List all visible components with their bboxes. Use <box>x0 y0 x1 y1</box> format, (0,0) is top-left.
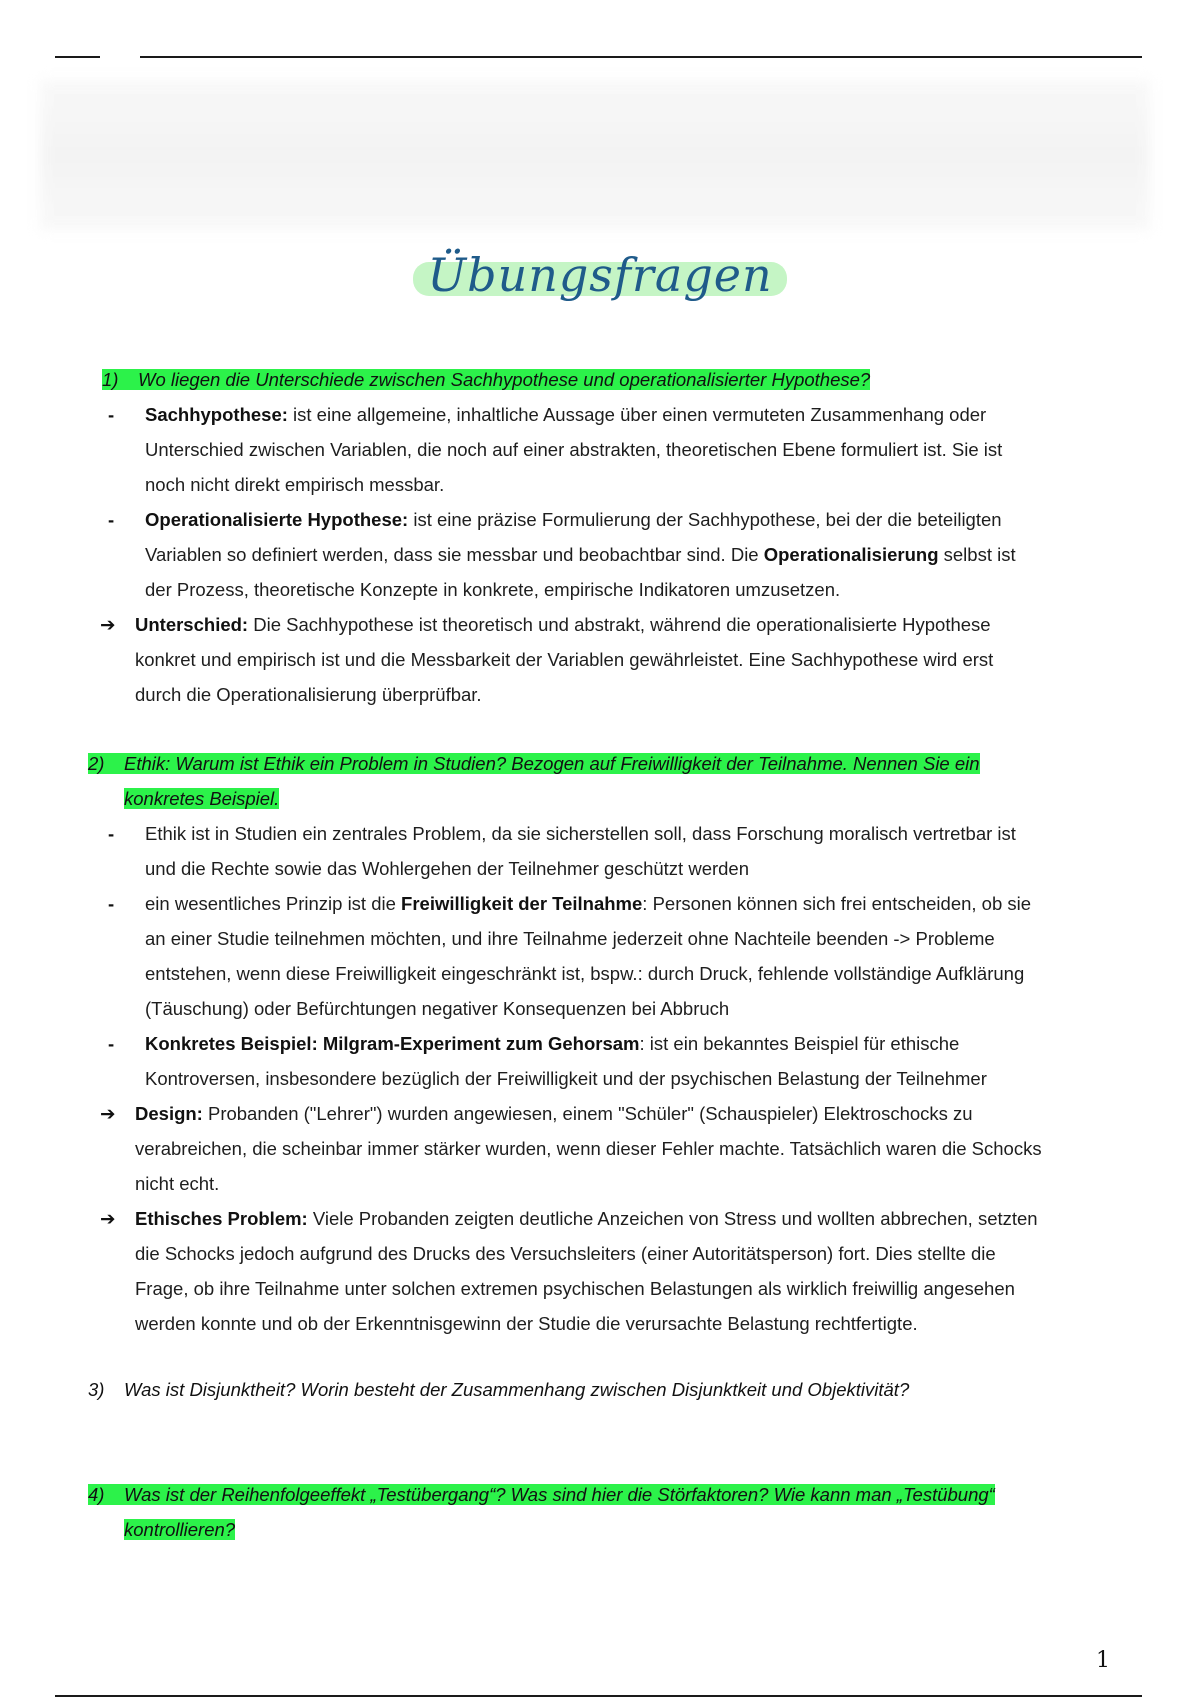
question-4 <box>88 1477 995 1547</box>
dash-marker: - <box>108 893 115 914</box>
question-4-highlight-1 <box>88 1484 995 1505</box>
question-1-highlight <box>102 369 870 390</box>
page-number: 1 <box>1096 1648 1110 1673</box>
question-2-line-1: Ethik: Warum ist Ethik ein Problem in Studien? Bezogen auf Freiwilligkeit der Teilnahme. Nennen Sie ein <box>124 753 980 774</box>
question-3-number: 3) <box>88 1379 105 1400</box>
dash-marker: - <box>108 404 115 425</box>
q1-b1-bold: Sachhypothese: <box>145 404 288 425</box>
arrow-icon: ➔ <box>100 1208 116 1229</box>
q1-a1-line-2: konkret und empirisch ist und die Messbarkeit der Variablen gewährleistet. Eine Sachhypothese wird erst <box>135 649 994 670</box>
q2-b3-line-1: : ist ein bekanntes Beispiel für ethische <box>639 1033 960 1054</box>
dash-marker: - <box>108 509 115 530</box>
question-2-highlight-1 <box>88 753 980 774</box>
top-rule-short <box>55 56 100 58</box>
q2-b3-bold: Konkretes Beispiel: Milgram-Experiment zum Gehorsam <box>145 1033 640 1054</box>
q1-b1-line-3: noch nicht direkt empirisch messbar. <box>145 474 445 495</box>
q1-bullet-1 <box>145 397 1002 502</box>
question-4-number: 4) <box>88 1484 105 1505</box>
q2-bullet-3 <box>145 1026 987 1096</box>
bottom-rule <box>55 1695 1142 1697</box>
q2-a1-line-3: nicht echt. <box>135 1173 220 1194</box>
q2-a2-bold: Ethisches Problem: <box>135 1208 308 1229</box>
q2-a2-line-2: die Schocks jedoch aufgrund des Drucks des Versuchsleiters (einer Autoritätsperson) fort. Dies stellte die <box>135 1243 996 1264</box>
question-2-number: 2) <box>88 753 105 774</box>
question-3-text: Was ist Disjunktheit? Worin besteht der Zusammenhang zwischen Disjunktkeit und Objektivität? <box>124 1379 910 1400</box>
q2-a2-line-3: Frage, ob ihre Teilnahme unter solchen extremen psychischen Belastungen als wirklich freiwillig angesehen <box>135 1278 1015 1299</box>
q1-bullet-2 <box>145 502 1016 607</box>
q1-a1-line-1: Die Sachhypothese ist theoretisch und abstrakt, während die operationalisierte Hypothese <box>248 614 991 635</box>
q2-b1-line-1: Ethik ist in Studien ein zentrales Problem, da sie sicherstellen soll, dass Forschung moralisch vertretbar ist <box>145 823 1016 844</box>
title-container <box>0 248 1200 302</box>
q1-b1-line-2: Unterschied zwischen Variablen, die noch auf einer abstrakten, theoretischen Ebene formuliert ist. Sie ist <box>145 439 1003 460</box>
top-rule-long <box>140 56 1142 58</box>
q2-bullet-1 <box>145 816 1016 886</box>
q2-b2-line-4: (Täuschung) oder Befürchtungen negativer Konsequenzen bei Abbruch <box>145 998 730 1019</box>
q1-a1-line-3: durch die Operationalisierung überprüfbar. <box>135 684 482 705</box>
q2-b2-line-3: entstehen, wenn diese Freiwilligkeit eingeschränkt ist, bspw.: durch Druck, fehlende vollständige Aufklärung <box>145 963 1025 984</box>
dash-marker: - <box>108 823 115 844</box>
question-4-line-1: Was ist der Reihenfolgeeffekt „Testübergang“? Was sind hier die Störfaktoren? Wie kann man „Testübung“ <box>124 1484 995 1505</box>
blurred-header <box>40 80 1150 230</box>
question-4-line-2: kontrollieren? <box>124 1519 236 1540</box>
q2-b2-line-1a: ein wesentliches Prinzip ist die <box>145 893 402 914</box>
q1-b2-line-2-bold: Operationalisierung <box>763 544 939 565</box>
q1-b2-line-2a: Variablen so definiert werden, dass sie messbar und beobachtbar sind. Die <box>145 544 764 565</box>
question-1 <box>102 362 870 397</box>
q2-bullet-2 <box>145 886 1031 1026</box>
q2-b1-line-2: und die Rechte sowie das Wohlergehen der Teilnehmer geschützt werden <box>145 858 750 879</box>
question-1-number: 1) <box>102 369 119 390</box>
question-1-text: Wo liegen die Unterschiede zwischen Sachhypothese und operationalisierter Hypothese? <box>138 369 871 390</box>
q1-b2-line-3: der Prozess, theoretische Konzepte in konkrete, empirische Indikatoren umzusetzen. <box>145 579 841 600</box>
arrow-icon: ➔ <box>100 614 116 635</box>
q2-b2-bold: Freiwilligkeit der Teilnahme <box>401 893 643 914</box>
q2-a1-bold: Design: <box>135 1103 203 1124</box>
q2-a1-line-2: verabreichen, die scheinbar immer stärker wurden, wenn dieser Fehler machte. Tatsächlich waren die Schocks <box>135 1138 1042 1159</box>
q1-b2-line-2b: selbst ist <box>938 544 1016 565</box>
q1-b2-bold: Operationalisierte Hypothese: <box>145 509 409 530</box>
q2-b2-line-2: an einer Studie teilnehmen möchten, und ihre Teilnahme jederzeit ohne Nachteile beenden -> Probleme <box>145 928 995 949</box>
q2-arrow-2 <box>135 1201 1038 1341</box>
q1-arrow-1 <box>135 607 993 712</box>
q1-a1-bold: Unterschied: <box>135 614 249 635</box>
q2-arrow-1 <box>135 1096 1042 1201</box>
q2-a2-line-1: Viele Probanden zeigten deutliche Anzeichen von Stress und wollten abbrechen, setzten <box>307 1208 1038 1229</box>
q1-b2-line-1: ist eine präzise Formulierung der Sachhypothese, bei der die beteiligten <box>408 509 1002 530</box>
q1-b1-line-1: ist eine allgemeine, inhaltliche Aussage über einen vermuteten Zusammenhang oder <box>287 404 987 425</box>
q2-a2-line-4: werden konnte und ob der Erkenntnisgewinn der Studie die verursachte Belastung rechtfertigte. <box>135 1313 918 1334</box>
page-title: Übungsfragen <box>413 248 786 302</box>
question-3 <box>88 1372 909 1407</box>
question-2 <box>88 746 980 816</box>
dash-marker: - <box>108 1033 115 1054</box>
q2-b3-line-2: Kontroversen, insbesondere bezüglich der Freiwilligkeit und der psychischen Belastung der Teilnehmer <box>145 1068 987 1089</box>
q2-a1-line-1: Probanden ("Lehrer") wurden angewiesen, einem "Schüler" (Schauspieler) Elektroschocks zu <box>202 1103 973 1124</box>
q2-b2-line-1b: : Personen können sich frei entscheiden, ob sie <box>642 893 1032 914</box>
arrow-icon: ➔ <box>100 1103 116 1124</box>
question-2-line-2: konkretes Beispiel. <box>124 788 280 809</box>
